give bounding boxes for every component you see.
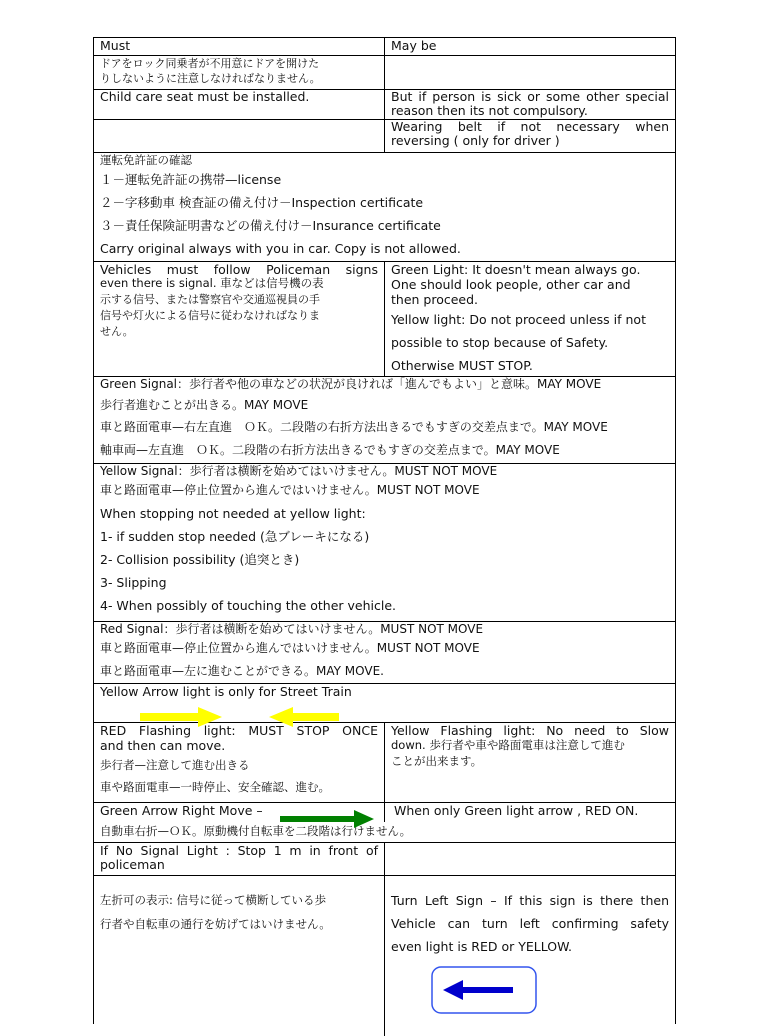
light-meaning-cell — [385, 262, 675, 376]
yellow-stop-heading: When stopping not needed at yellow light: — [100, 506, 366, 521]
child-seat-text: Child care seat must be installed. — [100, 90, 310, 104]
yellow-arrow-text: Yellow Arrow light is only for Street Train — [100, 684, 352, 699]
maybe-column-header — [385, 38, 675, 55]
yellow-stop-item-4: 4- When possibly of touching the other vehicle. — [100, 598, 397, 613]
belt-cell — [385, 120, 675, 152]
license-item-1: １－運転免許証の携帯—license — [100, 172, 282, 187]
red-flashing-line-3: 歩行者—注意して進む出きる — [100, 758, 250, 772]
green-arrow-red-on-text: When only Green light arrow , RED ON. — [394, 803, 639, 818]
yellow-signal-row — [94, 464, 675, 622]
yellow-light-line-1: Yellow light: Do not proceed unless if not — [391, 312, 646, 327]
red-flashing-line-4: 車や路面電車—一時停止、安全確認、進む。 — [100, 780, 330, 794]
red-flashing-cell — [94, 723, 385, 802]
yellow-light-line-2: possible to stop because of Safety. — [391, 335, 609, 350]
door-lock-row — [94, 56, 675, 90]
maybe-header: May be — [391, 38, 437, 53]
child-seat-exception-cell — [385, 90, 675, 119]
door-lock-line-1: ドアをロック同乗者が不用意にドアを開けた — [100, 57, 320, 70]
no-signal-cell — [94, 843, 385, 875]
child-seat-cell — [94, 90, 385, 119]
green-light-line-3: then proceed. — [391, 292, 479, 307]
turn-left-row — [94, 876, 675, 1036]
yellow-signal-line-2: 車と路面電車—停止位置から進んではいけません。MUST NOT MOVE — [100, 483, 480, 497]
belt-row — [94, 120, 675, 153]
must-header: Must — [100, 38, 131, 53]
yellow-light-line-3: Otherwise MUST STOP. — [391, 358, 533, 373]
door-lock-cell — [94, 56, 385, 89]
green-arrow-row — [94, 803, 675, 843]
green-signal-cell — [94, 377, 675, 463]
policeman-line-1: Vehicles must follow Policeman signs — [100, 262, 378, 277]
no-signal-line-1: If No Signal Light : Stop 1 m in front of — [100, 843, 378, 858]
yellow-signal-cell — [94, 464, 675, 621]
header-row — [94, 38, 675, 56]
yellow-flashing-line-3: ことが出来ます。 — [391, 754, 483, 768]
license-note: Carry original always with you in car. Copy is not allowed. — [100, 241, 461, 256]
green-light-line-2: One should look people, other car and — [391, 277, 631, 292]
yellow-stop-item-1: 1- if sudden stop needed (急ブレーキになる) — [100, 529, 370, 544]
turn-left-rule-cell — [94, 876, 385, 1036]
green-light-line-1: Green Light: It doesn't mean always go. — [391, 262, 641, 277]
blue-left-arrow-icon — [431, 966, 537, 1014]
must-column-header — [94, 38, 385, 55]
child-seat-row — [94, 90, 675, 120]
policeman-line-4: 信号や灯火による信号に従わなければなりま — [100, 309, 320, 322]
license-item-2: ２－字移動車 検査証の備え付け－Inspection certificate — [100, 195, 424, 210]
license-item-3: ３－責任保険証明書などの備え付け－Insurance certificate — [100, 218, 441, 233]
yellow-stop-item-3: 3- Slipping — [100, 575, 167, 590]
turn-left-rule-line-1: 左折可の表示: 信号に従って横断している歩 — [100, 893, 327, 907]
red-signal-cell — [94, 622, 675, 683]
yellow-flashing-cell — [385, 723, 675, 802]
belt-text: Wearing belt if not necessary when reversing ( only for driver ) — [391, 120, 669, 148]
no-signal-line-2: policeman — [100, 857, 165, 872]
green-signal-line-4: 軸車両—左直進 ＯＫ。二段階の右折方法出きるでもすぎの交差点まで。MAY MOVE — [100, 443, 560, 457]
turn-left-sign-line-1: Turn Left Sign – If this sign is there then — [391, 893, 669, 908]
red-signal-line-2: 車と路面電車—停止位置から進んではいけません。MUST NOT MOVE — [100, 641, 480, 655]
policeman-row — [94, 262, 675, 377]
policeman-cell — [94, 262, 385, 376]
belt-empty-cell — [94, 120, 385, 152]
green-signal-row — [94, 377, 675, 464]
yellow-flashing-line-2: down. 歩行者や車や路面電車は注意して進む — [391, 738, 625, 752]
child-seat-exception-text: But if person is sick or some other special reason then its not compulsory. — [391, 90, 669, 118]
red-flashing-line-1: RED Flashing light: MUST STOP ONCE — [100, 723, 378, 738]
red-signal-line-3: 車と路面電車—左に進むことができる。MAY MOVE. — [100, 664, 384, 678]
yellow-signal-line-1: Yellow Signal：歩行者は横断を始めてはいけません。MUST NOT MOVE — [100, 464, 498, 478]
turn-left-sign-line-3: even light is RED or YELLOW. — [391, 939, 573, 954]
policeman-line-3: 示する信号、または警察官や交通巡視員の手 — [100, 293, 320, 306]
no-signal-row — [94, 843, 675, 876]
green-signal-line-3: 車と路面電車—右左直進 ＯＫ。二段階の右折方法出きるでもすぎの交差点まで。MAY MOVE — [100, 420, 608, 434]
green-arrow-line-2: 自動車右折—ＯＫ。原動機付自転車を二段階は行けません。 — [100, 824, 412, 838]
turn-left-sign-line-2: Vehicle can turn left confirming safety — [391, 916, 669, 931]
red-flashing-line-2: and then can move. — [100, 738, 226, 753]
green-signal-line-1: Green Signal：歩行者や他の車などの状況が良ければ「進んでもよい」と意味。MAY MOVE — [100, 377, 602, 391]
green-right-arrow-icon — [280, 810, 374, 828]
red-signal-line-1: Red Signal：歩行者は横断を始めてはいけません。MUST NOT MOVE — [100, 622, 484, 636]
policeman-line-2: even there is signal. 車などは信号機の表 — [100, 276, 324, 290]
red-signal-row — [94, 622, 675, 684]
green-signal-line-2: 歩行者進むことが出きる。MAY MOVE — [100, 398, 309, 412]
yellow-flashing-line-1: Yellow Flashing light: No need to Slow — [391, 723, 669, 738]
door-lock-line-2: りしないように注意しなければなりません。 — [100, 72, 321, 85]
green-arrow-text: Green Arrow Right Move – — [100, 803, 263, 818]
flashing-light-row — [94, 723, 675, 803]
no-signal-empty-cell — [385, 843, 675, 875]
green-arrow-red-on-cell — [385, 803, 675, 822]
policeman-line-5: せん。 — [100, 325, 134, 338]
rules-document — [93, 37, 676, 1024]
license-row — [94, 153, 675, 262]
yellow-stop-item-2: 2- Collision possibility (追突とき) — [100, 552, 300, 567]
license-title: 運転免許証の確認 — [100, 153, 192, 167]
turn-left-rule-line-2: 行者や自転車の通行を妨げてはいけません。 — [100, 917, 331, 931]
license-cell — [94, 153, 675, 261]
door-lock-empty-cell — [385, 56, 675, 89]
